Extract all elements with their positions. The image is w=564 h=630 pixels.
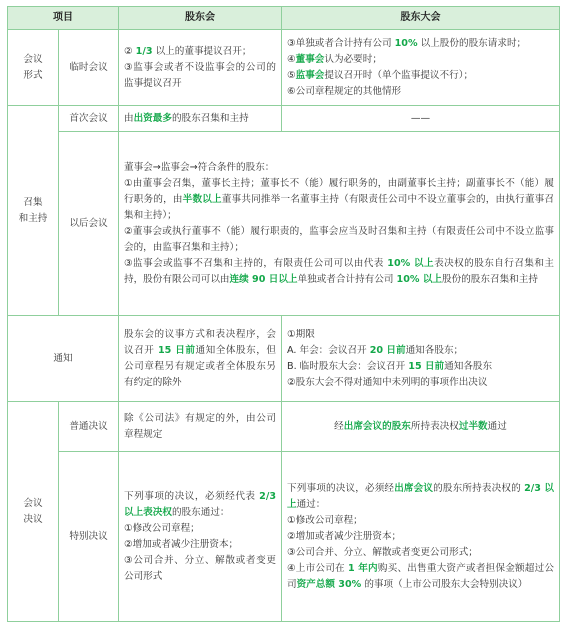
notice-shareholders-cell: 股东会的议事方式和表决程序，会议召开 15 日前通知全体股东，但公司章程另有规定或者全体股东另有约定的除外 [119, 316, 282, 402]
label-later-meeting: 以后会议 [59, 132, 119, 316]
row-later-meeting [8, 132, 560, 316]
highlight-text: 出席会议 [394, 482, 434, 494]
highlight-text: 10% 以上 [387, 257, 435, 269]
label-resolution: 会议 决议 [8, 402, 59, 622]
text-line: ③公司合并、分立、解散或者变更公司形式； [287, 546, 478, 558]
header-shareholders-meeting: 股东会 [119, 7, 282, 30]
text-line: A. 年会：会议召开 20 日前通知各股东； [287, 344, 464, 356]
highlight-text: 资产总额 30% [296, 578, 362, 590]
special-shareholders-cell [119, 452, 282, 622]
text-line: ①修改公司章程； [124, 522, 200, 534]
text-line: ①修改公司章程； [287, 514, 363, 526]
highlight-text: 董事会 [295, 53, 325, 65]
text-line: ①期限 [287, 328, 315, 340]
header-row [8, 7, 560, 30]
text-line: 董事会→监事会→符合条件的股东： [124, 161, 275, 173]
highlight-text: 2/3 以上表决权 [124, 490, 276, 518]
ordinary-general-cell: 经出席会议的股东所持表决权过半数通过 [282, 402, 560, 452]
highlight-text: 1/3 [135, 45, 153, 57]
highlight-text: 10% [394, 37, 418, 49]
row-interim-meeting [8, 30, 560, 106]
label-special-resolution: 特别决议 [59, 452, 119, 622]
text-line: ⑥公司章程规定的其他情形 [287, 85, 402, 97]
text-line: ④董事会认为必要时； [287, 53, 382, 65]
highlight-text: 半数以上 [182, 193, 222, 205]
text-line: ②增加或者减少注册资本； [287, 530, 402, 542]
label-first-meeting: 首次会议 [59, 106, 119, 132]
text-line: ② 1/3 以上的董事提议召开； [124, 45, 252, 57]
text-line: ②董事会或执行董事不（能）履行职责的，监事会应当及时召集和主持（有限责任公司中不设立监事会的，由监事召集和主持）； [124, 225, 554, 253]
label-interim-meeting: 临时会议 [59, 30, 119, 106]
first-meeting-shareholders-cell: 由出资最多的股东召集和主持 [119, 106, 282, 132]
company-law-meeting-table-container [7, 6, 559, 622]
text-line: ⑤监事会提议召开时（单个监事提议不行）； [287, 69, 474, 81]
row-ordinary-resolution [8, 402, 560, 452]
text-line: ②增加或者减少注册资本； [124, 538, 239, 550]
highlight-text: 2/3 以上 [287, 482, 555, 510]
notice-general-cell [282, 316, 560, 402]
row-special-resolution [8, 452, 560, 622]
special-general-cell [282, 452, 560, 622]
row-first-meeting [8, 106, 560, 132]
interim-shareholders-meeting-cell [119, 30, 282, 106]
highlight-text: 过半数 [458, 420, 488, 432]
later-meeting-merged-cell [119, 132, 560, 316]
row-notice [8, 316, 560, 402]
interim-general-meeting-cell [282, 30, 560, 106]
highlight-text: 出资最多 [133, 112, 172, 124]
text-line: ③监事会或监事不召集和主持的，有限责任公司可以由代表 10% 以上表决权的股东自行召集和主持，股份有限公司可以由连续 90 日以上单独或者合计持有公司 10% 以上股份的股东召集和主持 [124, 257, 554, 285]
highlight-text: 监事会 [295, 69, 325, 81]
text-line: 下列事项的决议，必须经出席会议的股东所持表决权的 2/3 以上通过： [287, 482, 555, 510]
first-meeting-general-dash: —— [282, 106, 560, 132]
company-law-meeting-table [7, 6, 560, 622]
highlight-text: 15 日前 [157, 344, 196, 356]
text-line: 下列事项的决议，必须经代表 2/3 以上表决权的股东通过： [124, 490, 276, 518]
highlight-text: 15 日前 [408, 360, 445, 372]
header-general-meeting: 股东大会 [282, 7, 560, 30]
highlight-text: 连续 90 日以上 [229, 273, 298, 285]
highlight-text: 出席会议的股东 [343, 420, 411, 432]
label-ordinary-resolution: 普通决议 [59, 402, 119, 452]
label-convene-preside: 召集 和主持 [8, 106, 59, 316]
text-line: ③公司合并、分立、解散或者变更公司形式 [124, 554, 276, 582]
label-notice: 通知 [8, 316, 119, 402]
text-line: ①由董事会召集，董事长主持；董事长不（能）履行职务的，由副董事长主持；副董事长不（能）履行职务的，由半数以上董事共同推举一名董事主持（有限责任公司中不设立董事会的，由执行董事召集和主持）； [124, 177, 555, 221]
highlight-text: 10% 以上 [396, 273, 443, 285]
header-item: 项目 [8, 7, 119, 30]
text-line: ③单独或者合计持有公司 10% 以上股份的股东请求时； [287, 37, 527, 49]
highlight-text: 1 年内 [348, 562, 378, 574]
text-line: ③监事会或者不设监事会的公司的监事提议召开 [124, 61, 276, 89]
highlight-text: 20 日前 [369, 344, 406, 356]
label-meeting-form: 会议 形式 [8, 30, 59, 106]
text-line: B. 临时股东大会：会议召开 15 日前通知各股东 [287, 360, 493, 372]
ordinary-shareholders-cell: 除《公司法》有规定的外，由公司章程规定 [119, 402, 282, 452]
text-line: ②股东大会不得对通知中未列明的事项作出决议 [287, 376, 488, 388]
text-line: ④上市公司在 1 年内购买、出售重大资产或者担保金额超过公司资产总额 30% 的事项（上市公司股东大会特别决议） [287, 562, 554, 590]
